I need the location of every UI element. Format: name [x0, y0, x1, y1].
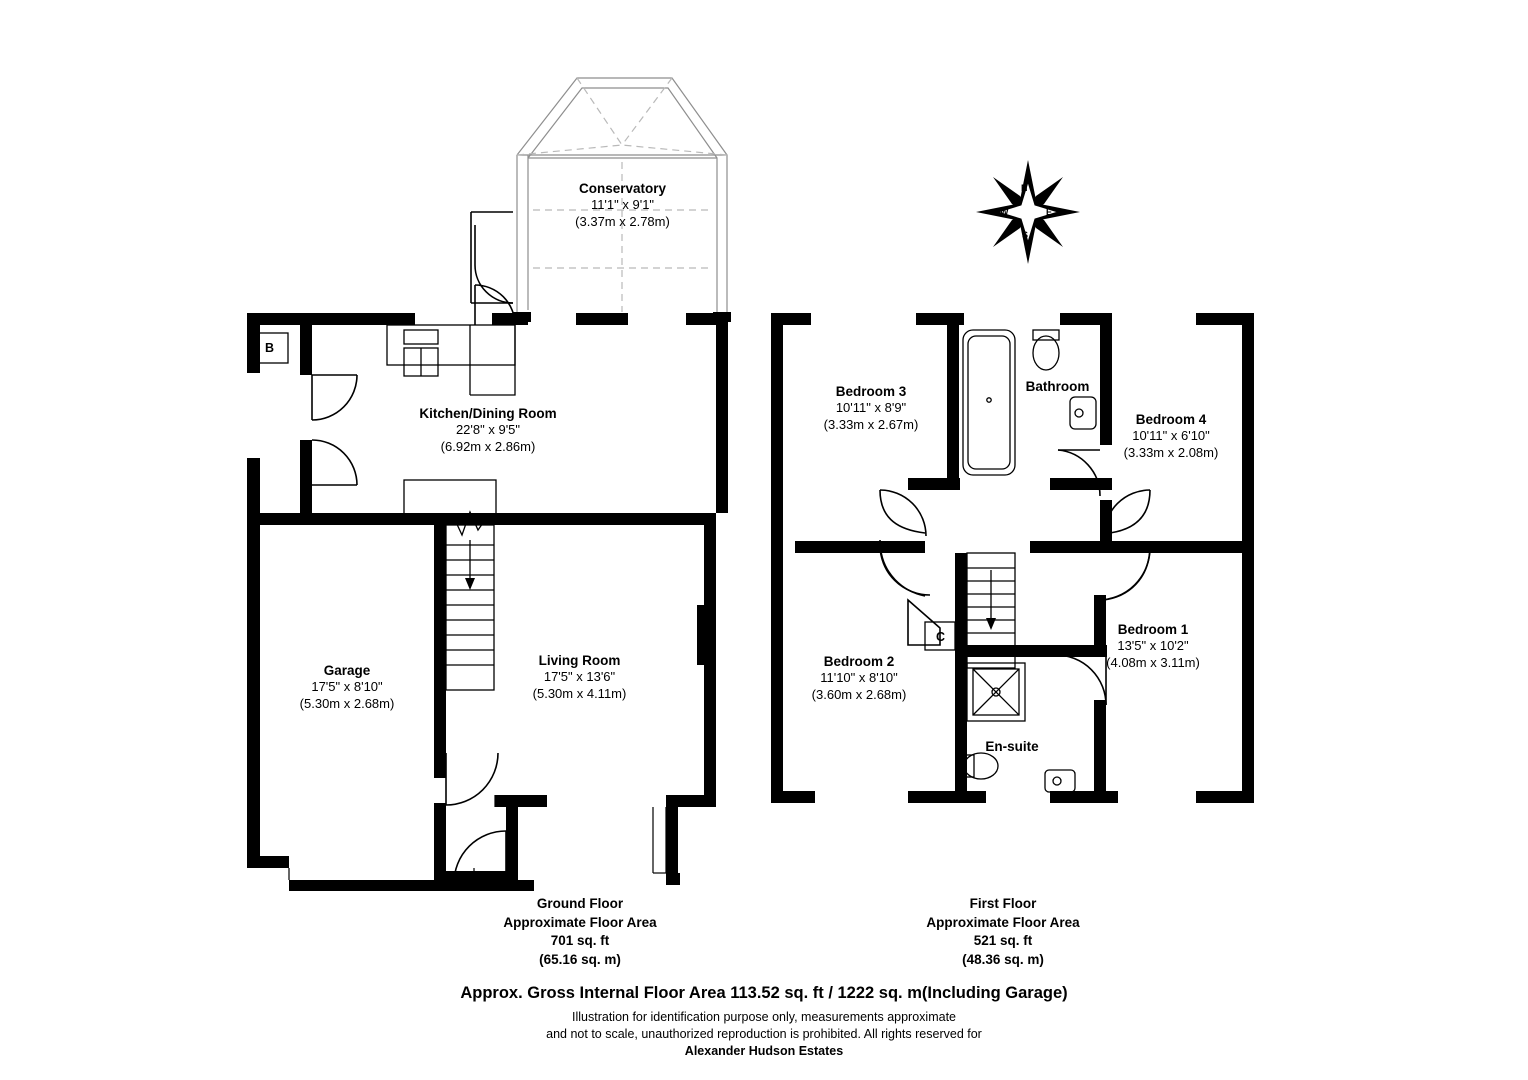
- compass-east-label: E: [1046, 207, 1053, 217]
- room-dim-imperial: 11'1" x 9'1": [590, 197, 655, 213]
- room-dim-metric: (3.37m x 2.78m): [575, 213, 670, 229]
- room-name: Kitchen/Dining Room: [419, 406, 557, 421]
- room-dim-metric: (3.60m x 2.68m): [811, 686, 907, 702]
- room-label-bedroom3: [782, 383, 960, 434]
- room-label-ensuite: [948, 738, 1076, 755]
- room-name: Bedroom 3: [835, 384, 907, 399]
- room-dim-metric: (5.30m x 2.68m): [299, 695, 395, 711]
- first-floor-name: First Floor: [969, 896, 1037, 911]
- room-dim-imperial: 17'5" x 13'6": [543, 669, 616, 685]
- room-dim-metric: (4.08m x 3.11m): [1106, 654, 1200, 670]
- room-name: En-suite: [985, 739, 1039, 754]
- room-dim-imperial: 13'5" x 10'2": [1117, 638, 1189, 654]
- room-dim-imperial: 10'11" x 8'9": [835, 400, 907, 416]
- room-label-garage: [258, 662, 436, 713]
- ground-floor-area-m: (65.16 sq. m): [539, 951, 621, 967]
- ground-stairs: [446, 512, 494, 690]
- room-dim-imperial: 11'10" x 8'10": [820, 670, 898, 686]
- room-label-living-room: [492, 652, 667, 703]
- boiler-marker-label: B: [265, 341, 275, 355]
- room-name: Living Room: [538, 653, 621, 668]
- first-floor-area-m: (48.36 sq. m): [962, 951, 1044, 967]
- room-name: Bathroom: [1025, 379, 1090, 394]
- room-dim-metric: (5.30m x 4.11m): [532, 685, 627, 701]
- compass-north-label: N: [1021, 183, 1028, 193]
- room-name: Bedroom 1: [1117, 622, 1189, 637]
- compass-west-label: W: [1000, 207, 1009, 217]
- ground-floor-name: Ground Floor: [536, 896, 624, 911]
- room-name: Conservatory: [578, 181, 667, 196]
- room-dim-imperial: 17'5" x 8'10": [311, 679, 383, 695]
- bathroom-fixtures: [963, 330, 1096, 475]
- room-label-conservatory: [530, 180, 715, 231]
- ensuite-fixtures: [964, 663, 1075, 792]
- room-dim-metric: (3.33m x 2.08m): [1123, 444, 1219, 460]
- gross-area-text: Approx. Gross Internal Floor Area 113.52 sq. ft / 1222 sq. m(Including Garage): [460, 984, 1068, 1002]
- ground-floor-area-ft: 701 sq. ft: [550, 933, 610, 949]
- room-label-bathroom: [1000, 378, 1115, 395]
- room-label-kitchen-dining: [393, 405, 583, 456]
- ground-floor-area-label: Approximate Floor Area: [503, 914, 657, 930]
- disclaimer-line-1: Illustration for identification purpose only, measurements approximate: [572, 1010, 956, 1024]
- first-floor-area-label: Approximate Floor Area: [926, 914, 1080, 930]
- room-dim-imperial: 10'11" x 6'10": [1132, 428, 1210, 444]
- room-label-bedroom4: [1082, 411, 1260, 462]
- agent-name: Alexander Hudson Estates: [684, 1044, 844, 1058]
- room-label-bedroom2: [770, 653, 948, 704]
- ground-floor-walls: [247, 313, 728, 891]
- room-dim-metric: (3.33m x 2.67m): [823, 416, 919, 432]
- first-floor-area-ft: 521 sq. ft: [973, 933, 1033, 949]
- room-name: Garage: [323, 663, 371, 678]
- room-label-bedroom1: [1064, 621, 1242, 672]
- ground-floor-doors: [312, 212, 515, 883]
- ground-floor-summary: [375, 895, 785, 970]
- first-floor-summary: [798, 895, 1208, 970]
- disclaimer-line-2: and not to scale, unauthorized reproduction is prohibited. All rights reserved for: [546, 1027, 982, 1041]
- room-name: Bedroom 4: [1135, 412, 1207, 427]
- compass-rose: [976, 160, 1080, 264]
- room-dim-metric: (6.92m x 2.86m): [440, 438, 536, 454]
- compass-south-label: S: [1022, 230, 1029, 240]
- room-name: Bedroom 2: [823, 654, 895, 669]
- cupboard-marker-label: C: [936, 630, 946, 644]
- room-dim-imperial: 22'8" x 9'5": [455, 422, 521, 438]
